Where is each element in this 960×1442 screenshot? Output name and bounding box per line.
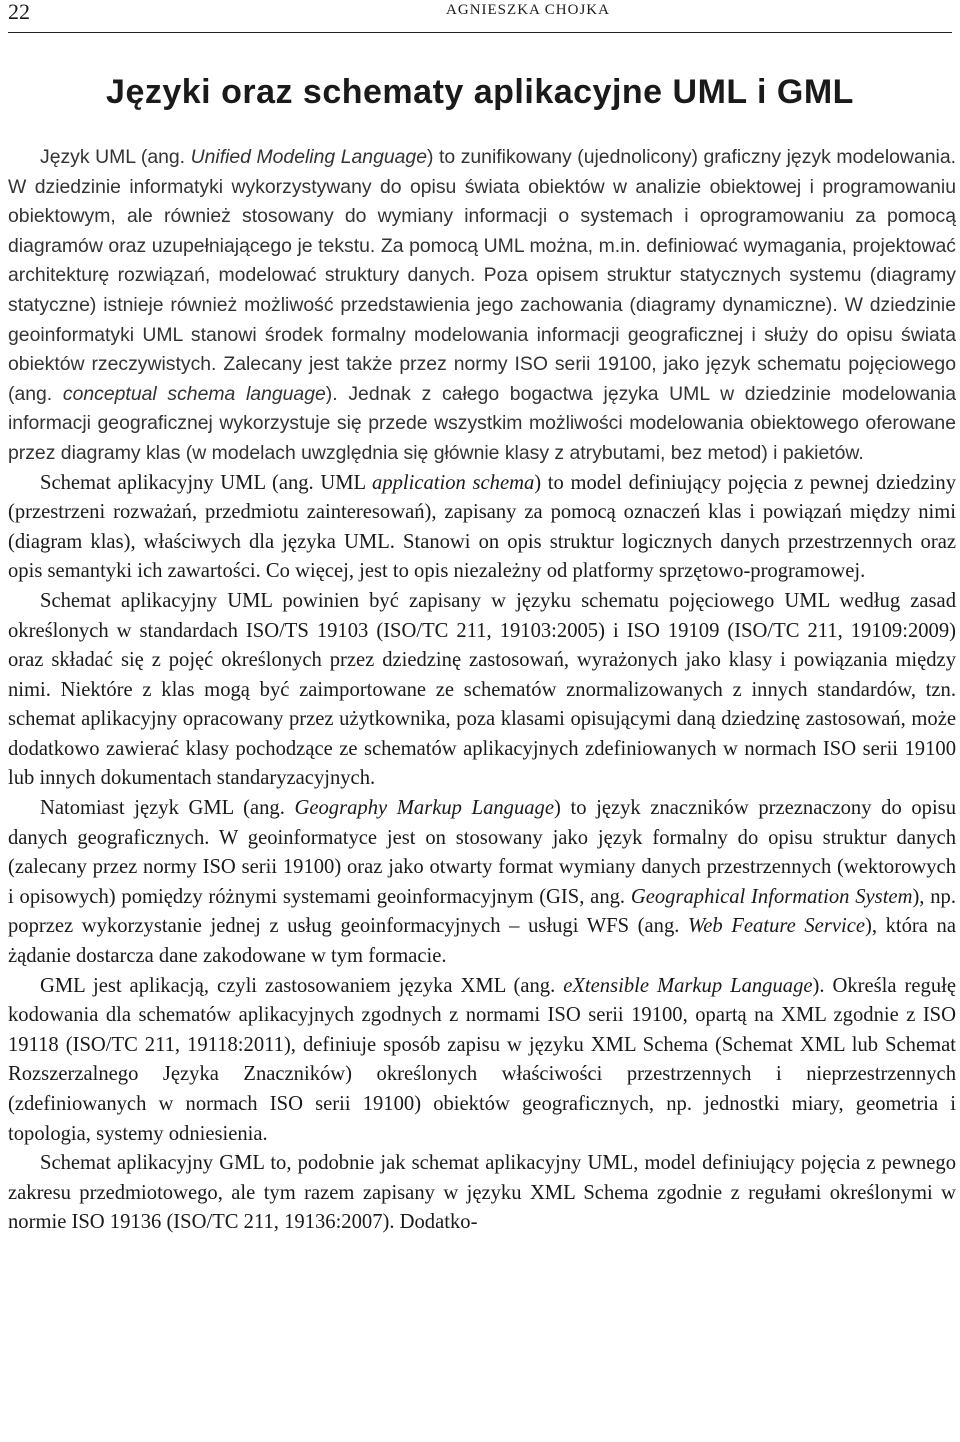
text-run: ), np. poprzez wykorzystanie jednej z usług geoinformacyjnych – usługi WFS (ang. (8, 885, 956, 938)
section-title: Języki oraz schematy aplikacyjne UML i GML (106, 73, 854, 111)
italic-term: Geography Markup Language (294, 797, 554, 820)
page-number: 22 (8, 0, 30, 24)
text-run: ) to model definiujący pojęcia z pewnej dziedziny (przestrzeni rozważań, przedmiotu zainteresowań), zapisany za pomocą oznaczeń klas i powiązań między nimi (diagram klas), właściwych dla języka UML. Stanowi on opis struktur logicznych danych przestrzennych oraz opis semantyki ich zawartości. Co więcej, jest to opis niezależny od platformy sprzętowo-programowej. (8, 471, 956, 583)
text-run: ), która na żądanie dostarcza dane zakodowane w tym formacie. (8, 915, 956, 968)
text-run: GML jest aplikacją, czyli zastosowaniem języka XML (ang. (40, 974, 564, 997)
italic-term: Web Feature Service (688, 915, 865, 938)
italic-term: application schema (372, 471, 535, 494)
paragraph (8, 794, 956, 972)
text-run: Natomiast język GML (ang. (40, 797, 295, 820)
text-run: ) to zunifikowany (ujednolicony) graficzny język modelowania. W dziedzinie informatyki wykorzystywany do opisu świata obiektów w analizie obiektowej i programowaniu obiektowym, ale również stosowany do wymiany informacji o systemach i oprogramowaniu za pomocą diagramów oraz uzupełniającego je tekstu. Za pomocą UML można, m.in. definiować wymagania, projektować architekturę rozwiązań, modelować struktury danych. Poza opisem struktur statycznych systemu (diagramy statyczne) istnieje również możliwość przedstawienia jego zachowania (diagramy dynamiczne). W dziedzinie geoinformatyki UML stanowi środek formalny modelowania informacji geograficznej i służy do opisu świata obiektów rzeczywistych. Zalecany jest także przez normy ISO serii 19100, jako język schematu pojęciowego (ang. (8, 146, 956, 405)
italic-term: Geographical Information System (630, 885, 913, 908)
text-run: ). Jednak z całego bogactwa języka UML w dziedzinie modelowania informacji geograficznej wykorzystuje się przede wszystkim możliwości modelowania obiektowego oferowane przez diagramy klas (w modelach uwzględnia się głównie klasy z atrybutami, bez metod) i pakietów. (8, 382, 956, 464)
text-run: Schemat aplikacyjny UML (ang. UML (40, 471, 373, 494)
header-rule (8, 32, 952, 33)
italic-term: conceptual schema language (62, 382, 326, 405)
paragraph (8, 587, 956, 794)
paragraph (8, 972, 956, 1150)
text-run: Język UML (ang. (40, 146, 191, 168)
text-run: Schemat aplikacyjny UML powinien być zapisany w języku schematu pojęciowego UML według zasad określonych w standardach ISO/TS 19103 (ISO/TC 211, 19103:2005) i ISO 19109 (ISO/TC 211, 19109:2009) oraz składać się z pojęć określonych przez dziedzinę zastosowań, wyrażonych jako klasy i powiązania między nimi. Niektóre z klas mogą być zaimportowane ze schematów znormalizowanych z innych standardów, tzn. schemat aplikacyjny opracowany przez użytkownika, poza klasami opisującymi daną dziedzinę zastosowań, może dodatkowo zawierać klasy pochodzące ze schematów aplikacyjnych zdefiniowanych w normach ISO serii 19100 lub innych dokumentach standaryzacyjnych. (8, 589, 956, 790)
text-run: Schemat aplikacyjny GML to, podobnie jak schemat aplikacyjny UML, model definiujący pojęcia z pewnego zakresu przedmiotowego, ale tym razem zapisany w języku XML Schema zgodnie z regułami określonymi w normie ISO 19136 (ISO/TC 211, 19136:2007). Dodatko- (8, 1152, 956, 1234)
body-text (8, 143, 956, 1238)
italic-term: eXtensible Markup Language (563, 974, 813, 997)
running-header (8, 0, 952, 32)
paragraph (8, 469, 956, 587)
paragraph (8, 1149, 956, 1238)
running-head-author: AGNIESZKA CHOJKA (446, 2, 610, 18)
italic-term: Unified Modeling Language (190, 146, 427, 168)
text-run: ) to język znaczników przeznaczony do opisu danych geograficznych. W geoinformatyce jest on stosowany jako język formalny do opisu struktur danych (zalecany przez normy ISO serii 19100) oraz jako otwarty format wymiany danych przestrzennych (wektorowych i opisowych) pomiędzy różnymi systemami geoinformacyjnym (GIS, ang. (8, 797, 956, 908)
text-run: ). Określa regułę kodowania dla schematów aplikacyjnych zgodnych z normami ISO serii 19100, opartą na XML zgodnie z ISO 19118 (ISO/TC 211, 19118:2011), definiuje sposób zapisu w języku XML Schema (Schemat XML lub Schemat Rozszerzalnego Języka Znaczników) określonych właściwości przestrzennych i nieprzestrzennych (zdefiniowanych w normach ISO serii 19100) obiektów geograficznych, np. jednostki miary, geometria i topologia, systemy odniesienia. (8, 974, 956, 1145)
paragraph (8, 143, 956, 469)
